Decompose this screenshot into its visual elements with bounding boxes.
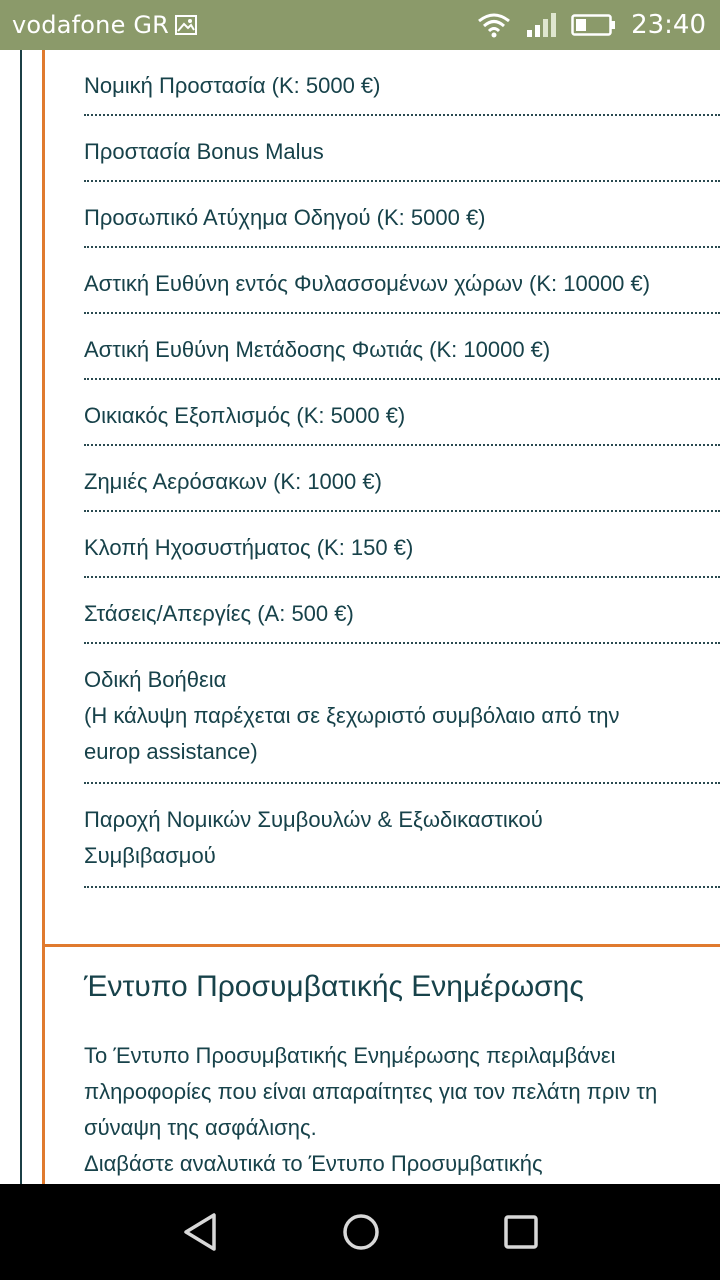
recent-apps-icon[interactable] <box>497 1208 545 1256</box>
coverage-list <box>84 50 720 888</box>
coverage-item: Στάσεις/Απεργίες (Α: 500 €) <box>84 578 720 644</box>
coverage-item: Κλοπή Ηχοσυστήματος (Κ: 150 €) <box>84 512 720 578</box>
section-title: Έντυπο Προσυμβατικής Ενημέρωσης <box>84 970 584 1003</box>
carrier-name: vodafone GR <box>12 11 170 39</box>
accent-border-line <box>42 50 45 1184</box>
section-body <box>84 1038 720 1182</box>
coverage-item: Οδική Βοήθεια (Η κάλυψη παρέχεται σε ξεχωριστό συμβόλαιο από την europ assistance) <box>84 644 720 784</box>
coverage-item: Προσωπικό Ατύχημα Οδηγού (Κ: 5000 €) <box>84 182 720 248</box>
section-divider <box>42 944 720 947</box>
coverage-item: Παροχή Νομικών Συμβουλών & Εξωδικαστικού Συμβιβασμού <box>84 784 720 888</box>
battery-icon <box>571 12 617 38</box>
section-body-line: Το Έντυπο Προσυμβατικής Ενημέρωσης περιλαμβάνει <box>84 1043 616 1068</box>
coverage-item: Προστασία Bonus Malus <box>84 116 720 182</box>
status-clock: 23:40 <box>631 10 706 40</box>
status-bar <box>0 0 720 50</box>
navigation-bar <box>0 1184 720 1280</box>
section-body-line: Διαβάστε αναλυτικά το Έντυπο Προσυμβατικής <box>84 1151 543 1176</box>
signal-icon <box>525 12 557 38</box>
home-icon[interactable] <box>337 1208 385 1256</box>
coverage-item: Αστική Ευθύνη Μετάδοσης Φωτιάς (Κ: 10000 €) <box>84 314 720 380</box>
left-border-line <box>20 50 22 1184</box>
wifi-icon <box>477 12 511 38</box>
image-icon <box>175 15 197 35</box>
coverage-item: Ζημιές Αερόσακων (Κ: 1000 €) <box>84 446 720 512</box>
page-content[interactable] <box>0 50 720 1184</box>
status-icons <box>477 0 706 50</box>
coverage-item: Νομική Προστασία (Κ: 5000 €) <box>84 50 720 116</box>
coverage-item: Αστική Ευθύνη εντός Φυλασσομένων χώρων (Κ: 10000 €) <box>84 248 720 314</box>
section-body-line: πληροφορίες που είναι απαραίτητες για τον πελάτη πριν τη <box>84 1079 658 1104</box>
section-body-line: σύναψη της ασφάλισης. <box>84 1115 317 1140</box>
coverage-item: Οικιακός Εξοπλισμός (Κ: 5000 €) <box>84 380 720 446</box>
back-icon[interactable] <box>176 1208 224 1256</box>
